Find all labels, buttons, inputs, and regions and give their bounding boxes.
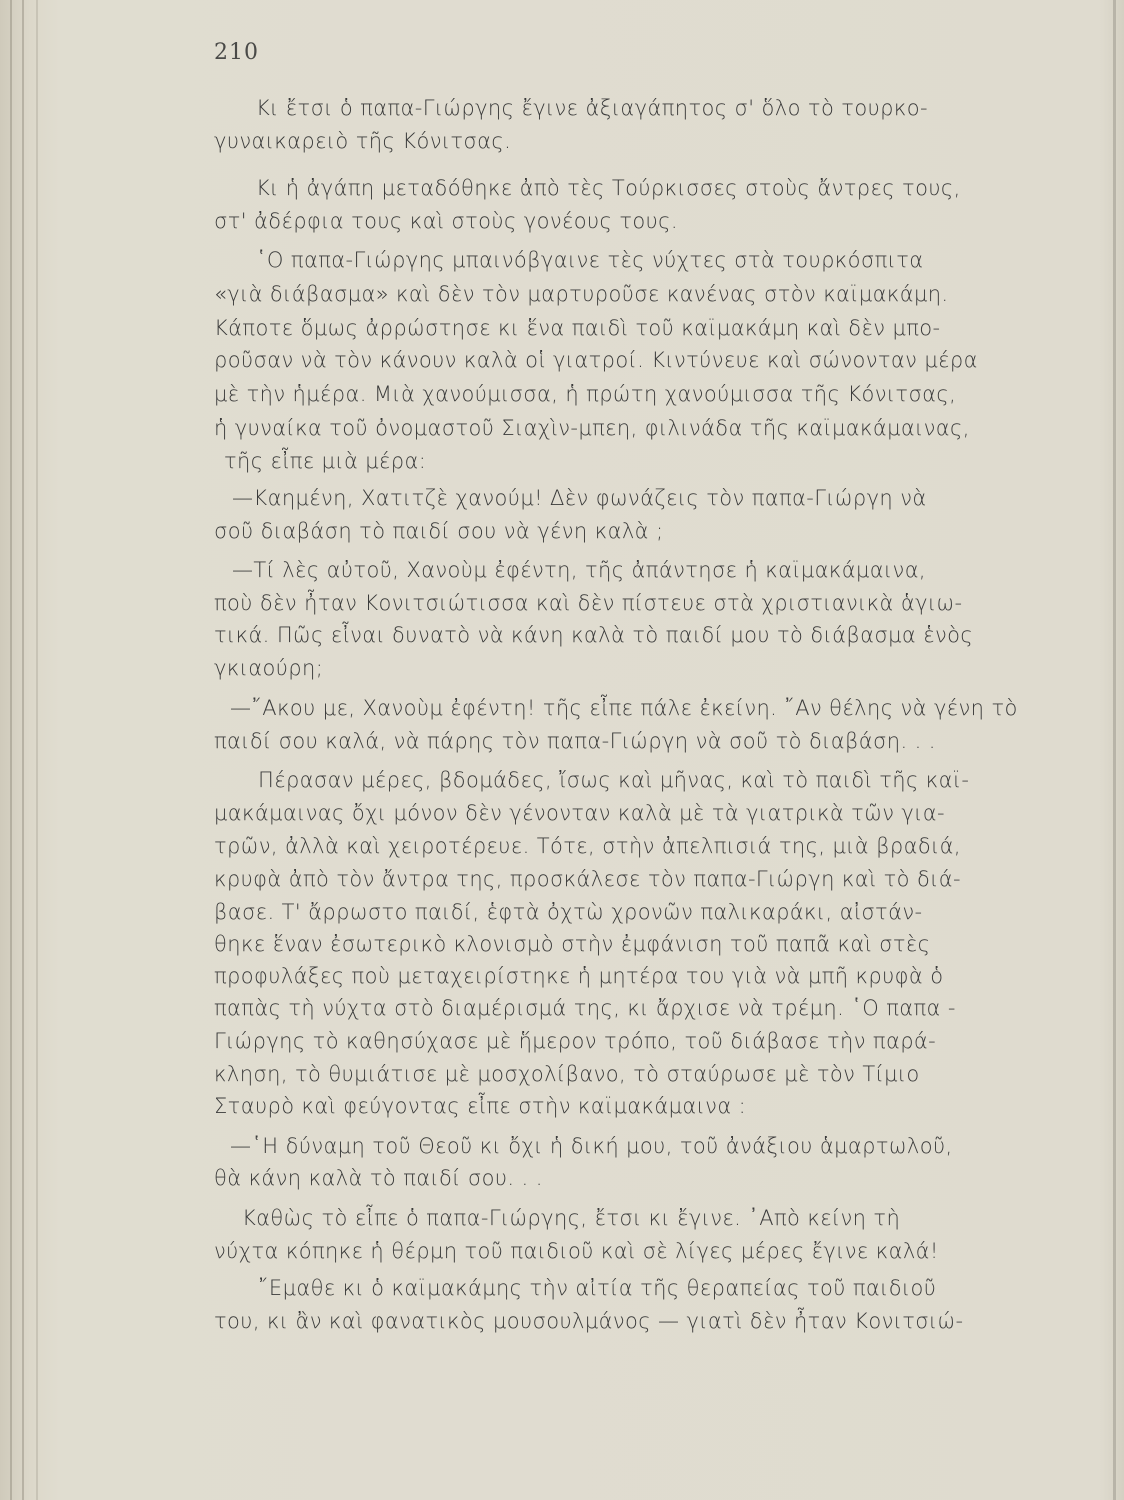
text-line: Κι ἡ ἀγάπη μεταδόθηκε ἀπὸ τὲς Τούρκισσες στοὺς ἄντρες τους, <box>256 176 961 200</box>
text-line: θηκε ἕναν ἐσωτερικὸ κλονισμὸ στὴν ἐμφάνιση τοῦ παπᾶ καὶ στὲς <box>214 932 931 956</box>
text-line: παιδί σου καλά, νὰ πάρης τὸν παπα-Γιώργη νὰ σοῦ τὸ διαβάση. . . <box>214 729 936 753</box>
text-line: μακάμαινας ὄχι μόνον δὲν γένονταν καλὰ μὲ τὰ γιατρικὰ τῶν για- <box>214 801 945 825</box>
text-line: νύχτα κόπηκε ἡ θέρμη τοῦ παιδιοῦ καὶ σὲ λίγες μέρες ἔγινε καλά! <box>214 1239 939 1263</box>
text-line: προφυλάξες ποὺ μεταχειρίστηκε ἡ μητέρα του γιὰ νὰ μπῆ κρυφὰ ὁ <box>214 964 944 988</box>
text-line: στ' ἀδέρφια τους καὶ στοὺς γονέους τους. <box>214 209 678 233</box>
text-line: —῎Ακου με, Χανοὺμ ἐφέντη! τῆς εἶπε πάλε ἐκείνη. ῎Αν θέλης νὰ γένη τὸ <box>230 696 1018 720</box>
text-line: κληση, τὸ θυμιάτισε μὲ μοσχολίβανο, τὸ σταύρωσε μὲ τὸν Τίμιο <box>214 1062 920 1086</box>
text-line: ροῦσαν νὰ τὸν κάνουν καλὰ οἱ γιατροί. Κιντύνευε καὶ σώνονταν μέρα <box>214 348 978 372</box>
text-line: του, κι ἂν καὶ φανατικὸς μουσουλμάνος — γιατὶ δὲν ἦταν Κονιτσιώ- <box>214 1309 964 1333</box>
text-line: σοῦ διαβάση τὸ παιδί σου νὰ γένη καλὰ ; <box>214 519 664 543</box>
page-number: 210 <box>214 40 259 65</box>
text-line: «γιὰ διάβασμα» καὶ δὲν τὸν μαρτυροῦσε κανένας στὸν καϊμακάμη. <box>214 282 949 306</box>
text-line: τικά. Πῶς εἶναι δυνατὸ νὰ κάνη καλὰ τὸ παιδί μου τὸ διάβασμα ἑνὸς <box>214 623 974 647</box>
text-line: —῾Η δύναμη τοῦ Θεοῦ κι ὄχι ἡ δική μου, τοῦ ἀνάξιου ἁμαρτωλοῦ, <box>230 1134 953 1158</box>
text-line: ῾Ο παπα-Γιώργης μπαινόβγαινε τὲς νύχτες στὰ τουρκόσπιτα <box>256 248 924 272</box>
page-edge-right <box>1113 0 1116 1500</box>
page-edge-line <box>36 0 38 1500</box>
text-line: τῆς εἶπε μιὰ μέρα: <box>224 449 427 473</box>
text-line: βασε. Τ' ἄρρωστο παιδί, ἑφτὰ ὀχτὼ χρονῶν παλικαράκι, αἰστάν- <box>214 900 923 924</box>
text-line: —Τί λὲς αὐτοῦ, Χανοὺμ ἐφέντη, τῆς ἀπάντησε ἡ καϊμακάμαινα, <box>232 558 927 582</box>
text-line: θὰ κάνη καλὰ τὸ παιδί σου. . . <box>214 1166 543 1190</box>
text-line: Γιώργης τὸ καθησύχασε μὲ ἥμερον τρόπο, τοῦ διάβασε τὴν παρά- <box>214 1029 937 1053</box>
text-line: παπὰς τὴ νύχτα στὸ διαμέρισμά της, κι ἄρχισε νὰ τρέμη. ῾Ο παπα - <box>214 996 956 1020</box>
page-edge-line <box>22 0 24 1500</box>
text-line: μὲ τὴν ἡμέρα. Μιὰ χανούμισσα, ἡ πρώτη χανούμισσα τῆς Κόνιτσας, <box>214 382 957 406</box>
text-line: Κάποτε ὅμως ἀρρώστησε κι ἕνα παιδὶ τοῦ καϊμακάμη καὶ δὲν μπο- <box>214 316 941 340</box>
page-edge-line <box>10 0 12 1500</box>
text-line: Σταυρὸ καὶ φεύγοντας εἶπε στὴν καϊμακάμαινα : <box>214 1094 747 1118</box>
text-line: τρῶν, ἀλλὰ καὶ χειροτέρευε. Τότε, στὴν ἀπελπισιά της, μιὰ βραδιά, <box>214 834 961 858</box>
text-line: ἡ γυναίκα τοῦ ὀνομαστοῦ Σιαχὶν-μπεη, φιλινάδα τῆς καϊμακάμαινας, <box>214 416 970 440</box>
text-line: —Καημένη, Χατιτζὲ χανούμ! Δὲν φωνάζεις τὸν παπα-Γιώργη νὰ <box>232 486 927 510</box>
text-line: Κι ἔτσι ὁ παπα-Γιώργης ἔγινε ἀξιαγάπητος σ' ὅλο τὸ τουρκο- <box>256 96 928 120</box>
text-line: κρυφὰ ἀπὸ τὸν ἄντρα της, προσκάλεσε τὸν παπα-Γιώργη καὶ τὸ διά- <box>214 867 961 891</box>
text-line: Πέρασαν μέρες, βδομάδες, ἴσως καὶ μῆνας, καὶ τὸ παιδὶ τῆς καϊ- <box>258 768 970 792</box>
text-line: γυναικαρειὸ τῆς Κόνιτσας. <box>214 129 512 153</box>
text-line: ῎Εμαθε κι ὁ καϊμακάμης τὴν αἰτία τῆς θεραπείας τοῦ παιδιοῦ <box>258 1276 937 1300</box>
text-line: Καθὼς τὸ εἶπε ὁ παπα-Γιώργης, ἔτσι κι ἔγινε. ᾽Απὸ κείνη τὴ <box>242 1206 901 1230</box>
text-line: γκιαούρη; <box>214 656 324 680</box>
text-line: ποὺ δὲν ἦταν Κονιτσιώτισσα καὶ δὲν πίστευε στὰ χριστιανικὰ ἁγιω- <box>214 591 963 615</box>
